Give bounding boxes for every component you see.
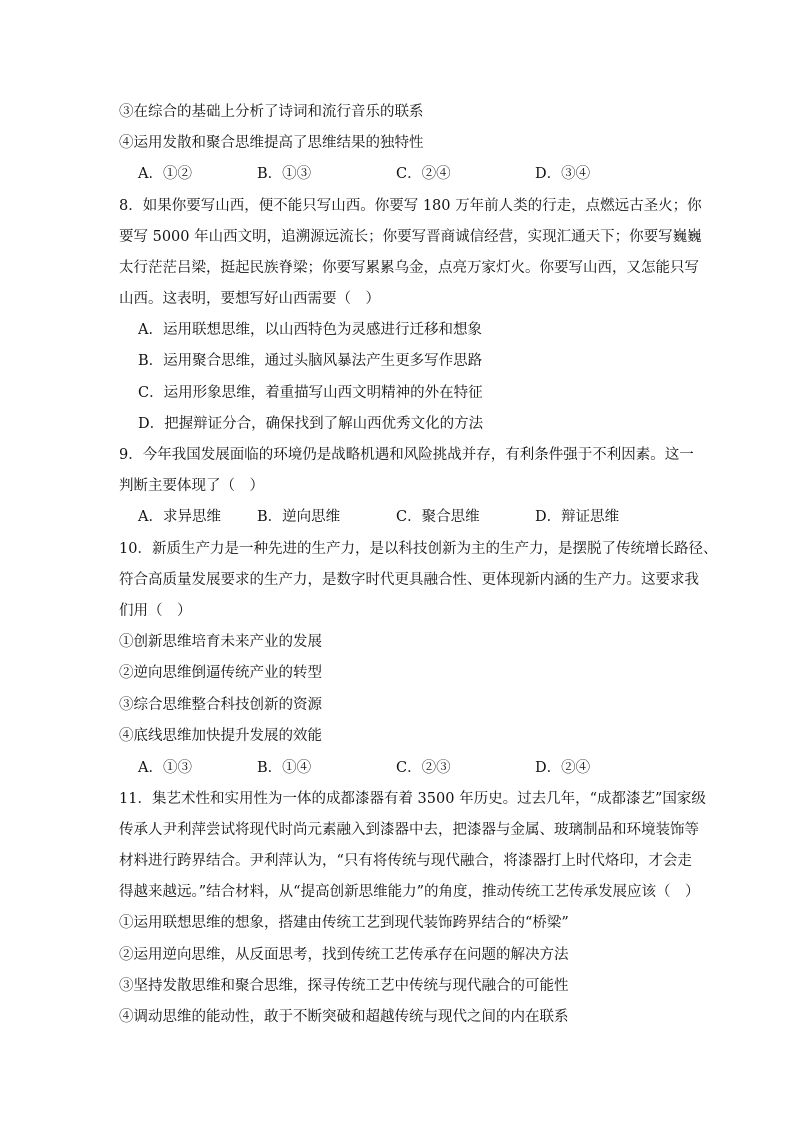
q11-text-line-4: 得越来越远。”结合材料，从“提高创新思维能力”的角度，推动传统工艺传承发展应该（ ）: [119, 884, 700, 900]
q10-text-line-3: 们用（ ）: [119, 603, 192, 619]
q11-statement-3: ③坚持发散思维和聚合思维，探寻传统工艺中传统与现代融合的可能性: [119, 978, 569, 994]
q9-text-line-1: 9．今年我国发展面临的环境仍是战略机遇和风险挑战并存，有利条件强于不利因素。这一: [119, 447, 694, 463]
q11-statement-4: ④调动思维的能动性，敢于不断突破和超越传统与现代之间的内在联系: [119, 1009, 569, 1025]
q10-text-line-2: 符合高质量发展要求的生产力，是数字时代更具融合性、更体现新内涵的生产力。这要求我: [119, 572, 699, 588]
q8-text-line-3: 太行茫茫吕梁，挺起民族脊梁；你要写累累乌金，点亮万家灯火。你要写山西，又怎能只写: [119, 260, 699, 276]
q11-text-line-3: 材料进行跨界结合。尹利萍认为，“只有将传统与现代融合，将漆器打上时代烙印，才会走: [119, 853, 692, 869]
q10-option-a: A．①③: [138, 760, 192, 776]
q9-option-b: B．逆向思维: [257, 509, 341, 525]
option-c: C．②④: [396, 166, 451, 182]
q9-option-d: D．辩证思维: [535, 509, 620, 525]
q10-option-d: D．②④: [535, 760, 591, 776]
q11-statement-2: ②运用逆向思维，从反面思考，找到传统工艺传承存在问题的解决方法: [119, 947, 569, 963]
q8-option-c: C．运用形象思维，着重描写山西文明精神的外在特征: [138, 385, 483, 401]
q8-text-line-4: 山西。这表明，要想写好山西需要（ ）: [119, 291, 380, 307]
q9-text-line-2: 判断主要体现了（ ）: [119, 478, 264, 494]
q10-option-c: C．②③: [396, 760, 451, 776]
option-b: B．①③: [257, 166, 312, 182]
q8-option-b: B．运用聚合思维，通过头脑风暴法产生更多写作思路: [138, 353, 483, 369]
option-a: A．①②: [138, 166, 192, 182]
q8-option-d: D．把握辩证分合，确保找到了解山西优秀文化的方法: [138, 416, 484, 432]
q11-statement-1: ①运用联想思维的想象，搭建由传统工艺到现代装饰跨界结合的“桥梁”: [119, 915, 569, 931]
q10-statement-1: ①创新思维培育未来产业的发展: [119, 634, 322, 650]
q9-option-c: C．聚合思维: [396, 509, 480, 525]
q9-option-a: A．求异思维: [138, 509, 221, 525]
q11-text-line-2: 传承人尹利萍尝试将现代时尚元素融入到漆器中去，把漆器与金属、玻璃制品和环境装饰等: [119, 822, 699, 838]
q8-option-a: A．运用联想思维，以山西特色为灵感进行迁移和想象: [138, 322, 482, 338]
q10-statement-3: ③综合思维整合科技创新的资源: [119, 697, 322, 713]
statement-4: ④运用发散和聚合思维提高了思维结果的独特性: [119, 135, 424, 151]
q10-statement-4: ④底线思维加快提升发展的效能: [119, 728, 322, 744]
q10-option-b: B．①④: [257, 760, 312, 776]
q11-text-line-1: 11．集艺术性和实用性为一体的成都漆器有着 3500 年历史。过去几年，“成都漆艺”国家级: [119, 791, 706, 807]
option-d: D．③④: [535, 166, 591, 182]
q8-text-line-1: 8．如果你要写山西，便不能只写山西。你要写 180 万年前人类的行走，点燃远古圣火；你: [119, 198, 702, 214]
statement-3: ③在综合的基础上分析了诗词和流行音乐的联系: [119, 104, 424, 120]
q10-statement-2: ②逆向思维倒逼传统产业的转型: [119, 665, 322, 681]
q8-text-line-2: 要写 5000 年山西文明，追溯源远流长；你要写晋商诚信经营，实现汇通天下；你要写巍巍: [119, 229, 702, 245]
q10-text-line-1: 10．新质生产力是一种先进的生产力，是以科技创新为主的生产力，是摆脱了传统增长路径、: [119, 541, 718, 557]
